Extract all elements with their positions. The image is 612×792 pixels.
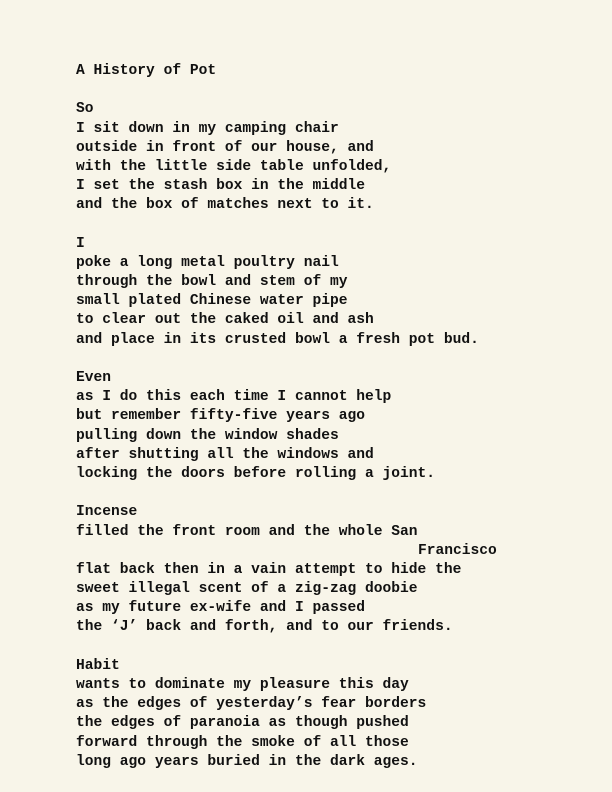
poem-line: wants to dominate my pleasure this day — [76, 677, 409, 693]
poem-line: I sit down in my camping chair — [76, 120, 339, 137]
poem-line: with the little side table unfolded, — [76, 158, 392, 175]
poem-line: I set the stash box in the middle — [76, 178, 366, 195]
stanza-1 — [76, 100, 596, 215]
poem-title: A History of Pot — [76, 63, 217, 79]
poem-line: Incense — [76, 504, 138, 521]
poem-line: So — [76, 101, 94, 118]
poem-line: and the box of matches next to it. — [76, 197, 374, 214]
poem-line: Habit — [76, 657, 120, 674]
poem-line: through the bowl and stem of my — [76, 274, 348, 291]
poem-line: flat back then in a vain attempt to hide the — [76, 561, 462, 578]
poem-line: as I do this each time I cannot help — [76, 389, 392, 406]
stanza-3 — [76, 369, 596, 484]
stanza-5 — [76, 657, 596, 772]
poem-line: filled the front room and the whole San — [76, 523, 418, 540]
poem-line: long ago years buried in the dark ages. — [76, 753, 418, 770]
stanza-4 — [76, 503, 596, 637]
poem-line: as the edges of yesterday’s fear borders — [76, 696, 427, 713]
poem-line: small plated Chinese water pipe — [76, 293, 348, 310]
poem-page — [76, 62, 596, 772]
poem-line: sweet illegal scent of a zig-zag doobie — [76, 581, 418, 598]
poem-line: after shutting all the windows and — [76, 446, 374, 463]
poem-line: the ‘J’ back and forth, and to our friends. — [76, 619, 453, 636]
poem-line: the edges of paranoia as though pushed — [76, 715, 409, 732]
poem-line: forward through the smoke of all those — [76, 734, 409, 751]
poem-line: to clear out the caked oil and ash — [76, 312, 374, 329]
poem-line: but remember fifty-five years ago — [76, 408, 366, 425]
poem-line: I — [76, 235, 85, 252]
poem-line-wrapped: Francisco — [418, 542, 497, 559]
poem-line: and place in its crusted bowl a fresh pot bud. — [76, 331, 479, 348]
poem-line: pulling down the window shades — [76, 427, 339, 444]
poem-line: outside in front of our house, and — [76, 139, 374, 156]
poem-line: locking the doors before rolling a joint. — [76, 465, 436, 482]
stanza-2 — [76, 235, 596, 350]
poem-line: as my future ex-wife and I passed — [76, 600, 366, 617]
poem-line: poke a long metal poultry nail — [76, 254, 339, 271]
poem-line: Even — [76, 370, 112, 386]
